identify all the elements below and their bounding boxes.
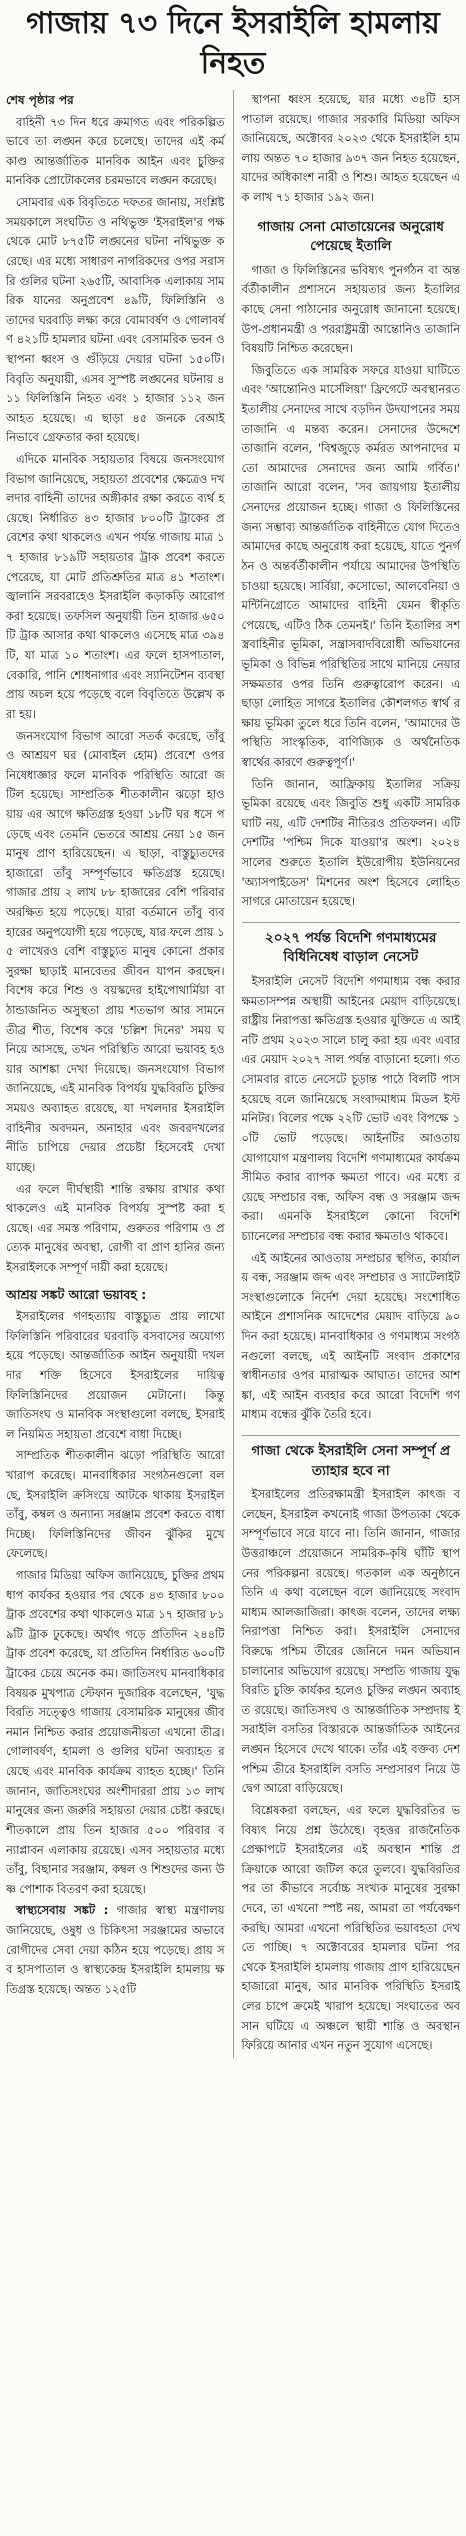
paragraph: বাহিনী ৭৩ দিন ধরে ক্রমাগত এবং পরিকল্পিতভাবে তা লঙ্ঘন করে চলেছে। তাদের এই কর্মকাণ্ড আন্তর্জাতিক মানবিক আইন এবং চুক্তির মানবিক প্রোটোকলের চরমভাবে লঙ্ঘন করেছে। <box>6 114 225 188</box>
headline: গাজায় ৭৩ দিনে ইসরাইলি হামলায় নিহত <box>26 6 440 81</box>
paragraph: ইসরাইলি নেসেট বিদেশি গণমাধ্যম বন্ধ করার ক্ষমতাসম্পন্ন অস্থায়ী আইনের মেয়াদ বাড়িয়েছে। রাষ্ট্রীয় নিরাপত্তা ক্ষতিগ্রস্ত হওয়ার যুক্তিতে এ আইনটি প্রথম ২০২৩ সালে চালু করা হয় এবং এবার এর মেয়াদ ২০২৭ সাল পর্যন্ত বাড়ানো হলো। গত সোমবার রাতে নেসেটে চূড়ান্ত পাঠে বিলটি পাস হয়েছে বলে জানিয়েছে সংবাদমাধ্যম মিডল ইস্ট মনিটর। বিলের পক্ষে ২২টি ভোট এবং বিপক্ষে ১০টি ভোট পড়েছে। আইনটির আওতায় যোগাযোগ মন্ত্রণালয় বিদেশি গণমাধ্যমের কার্যক্রম সীমিত করার ব্যাপক ক্ষমতা পাবে। এর মধ্যে রয়েছে সম্প্রচার বন্ধ, অফিস বন্ধ ও সরঞ্জাম জব্দ করা। এমনকি ইসরাইলে কোনো বিদেশি চ্যানেলের সম্প্রচার বন্ধ করার ক্ষমতাও থাকবে। <box>241 974 461 1243</box>
paragraph: জিবুতিতে এক সামরিক সফরে যাওয়া ঘাটিতে এবং 'আন্তোনিও মার্সেলিয়া' ফ্রিগেটে অবস্থানরত ইতালীয় সেনাদের সাথে বড়দিন উদযাপনের সময় তাজানি এ মন্তব্য করেন। সেনাদের উদ্দেশে তাজানি বলেন, 'বিশ্বজুড়ে কর্মরত আপনাদের মতো আমাদের সেনাদের জন্য আমি গর্বিত।' তাজানি আরো বলেন, 'সব জায়গায় ইতালীয় সেনাদের প্রয়োজন হচ্ছে। গাজা ও ফিলিস্তিনের জন্য সম্ভাব্য আন্তর্জাতিক বাহিনীতে যোগ দিতেও আমাদের কাছে অনুরোধ করা হয়েছে, যাতে পুনর্গঠন ও অন্তর্বর্তীকালীন পর্যায়ে আমাদের উপস্থিতি চাওয়া হয়েছে। সার্বিয়া, কসোভো, আলবেনিয়া ও মন্টিনিগ্রোতে আমাদের বাহিনী যেমন স্বীকৃতি পেয়েছে, এটিও ঠিক তেমনই।' তিনি ইতালির সশস্ত্রবাহিনীর ভূমিকা, সন্ত্রাসবাদবিরোধী অভিযানের ভূমিকা ও বিভিন্ন পরিস্থিতির সাথে মানিয়ে নেয়ার সক্ষমতার ওপর তিনি গুরুত্বারোপ করেন। এ ছাড়া লোহিত সাগরে ইতালির কৌশলগত স্বার্থ রক্ষায় ভূমিকা তুলে ধরে তিনি বলেন, 'আমাদের উপস্থিতি সাংস্কৃতিক, বাণিজ্যিক ও অর্থনৈতিক স্বার্থের কারণে গুরুত্বপূর্ণ।' <box>241 362 461 770</box>
paragraph: এর ফলে দীর্ঘস্থায়ী শান্তি রক্ষায় রাখার কথা থাকলেও এই মানবিক বিপর্যয় সুস্পষ্ট করা হয়েছে। এর সমস্ত পরিণাম, গুরুতর পরিণাম ও প্রত্যেক মানুষের অবস্থা, রোগী বা প্রাণ হানির জন্য ইসরাইলকে সম্পূর্ণ দায়ী করা হয়েছে। <box>6 1181 225 1274</box>
paragraph: সাম্প্রতিক শীতকালীন ঝড়ো পরিস্থিতি আরো খারাপ করেছে। মানবাধিকার সংগঠনগুলো বলছে, ইসরাইলি ক্রসিংয়ে আটকে থাকায় ইসরাইল তাঁবু, কম্বল ও অন্যান্য সরঞ্জাম প্রবেশ করতে বাধা দিচ্ছে। ফিলিস্তিনিদের জীবন ঝুঁকির মুখে ফেলেছে। <box>6 1448 225 1561</box>
paragraph: সোমবার এক বিবৃতিতে দফতর জানায়, সংশ্লিষ্ট সময়কালে সংঘটিত ও নথিভুক্ত 'ইসরাইল'র পক্ষ থেকে মোট ৮৭৫টি লঙ্ঘনের ঘটনা নথিভুক্ত করেছে। এর মধ্যে সাধারণ নাগরিকদের ওপর সরাসরি গুলির ঘটনা ২৬৫টি, আবাসিক এলাকায় সামরিক যানের অনুপ্রবেশ ৪৯টি, ফিলিস্তিনি ও তাদের ঘরবাড়ি লক্ষ্য করে বোমাবর্ষণ ও গোলাবর্ষণ ৪২১টি হামলার ঘটনা এবং বেসামরিক ভবন ও স্থাপনা ধ্বংস ও গুঁড়িয়ে দেয়ার ঘটনা ১৫০টি। বিবৃতি অনুযায়ী, এসব সুস্পষ্ট লঙ্ঘনের ঘটনায় ৪১১ ফিলিস্তিনি নিহত এবং ১ হাজার ১১২ জন আহত হয়েছে। এ ছাড়া ৪৫ জনকে বেআইনিভাবে গ্রেফতার করা হয়েছে। <box>6 195 225 445</box>
subheading-italy-troops: গাজায় সেনা মোতায়েনের অনুরোধ পেয়েছে ইতালি <box>257 218 444 255</box>
column-divider <box>233 90 234 2058</box>
paragraph: তিনি জানান, আফ্রিকায় ইতালির সক্রিয় ভূমিকা রয়েছে এবং জিবুতি শুধু একটি সামরিক ঘাটি নয়, এটি দেশটির নীতিরও প্রতিফলন। এটি দেশটির 'পশ্চিম দিকে যাওয়া'র অংশ। ২০২৪ সালের শুরুতে ইতালি ইউরোপীয় ইউনিয়নের 'অ্যাসপাইডেস' মিশনের অংশ হিসেবে লোহিত সাগরে মোতায়েন হয়েছে। <box>241 776 461 909</box>
paragraph-health-crisis <box>6 1901 225 1999</box>
paragraph-text: গাজার স্বাস্থ্য মন্ত্রণালয় জানিয়েছে, ওষুধ ও চিকিৎসা সরঞ্জামের অভাবে রোগীদের সেবা দেয়া কঠিন হয়ে পড়েছে। প্রায় সব হাসপাতাল ও স্বাস্থ্যকেন্দ্র ইসরাইলি হামলায় ক্ষতিগ্রস্ত হয়েছে। অন্তত ১২৫টি <box>6 1903 225 1996</box>
left-column <box>6 90 225 2058</box>
paragraph: জনসংযোগ বিভাগ আরো সতর্ক করেছে, তাঁবু ও আশ্রয়ণ ঘর (মোবাইল হোম) প্রবেশে ওপর নিষেধাজ্ঞার ফলে মানবিক পরিস্থিতি আরো জটিল হয়েছে। সাম্প্রতিক শীতকালীন ঝড়ো হাওয়ায় এর আগে ক্ষতিগ্রস্ত হওয়া ১৮টি ঘর ধসে পড়েছে এবং তেমনি ভেতরে আশ্রয় নেয়া ১৫ জন মানুষ প্রাণ হারিয়েছেন। এ ছাড়া, বাস্তুচ্যুতদের হাজারো তাঁবু সম্পূর্ণভাবে ক্ষতিগ্রস্ত হয়েছে। গাজার প্রায় ২ লাখ ৮৮ হাজারের বেশি পরিবার অরক্ষিত হয়ে পড়েছে। যারা বর্তমানে তাঁবু ব্যবহারের অনুপযোগী হয়ে পড়েছে, যার ফলে প্রায় ১৫ লাখেরও বেশি বাস্তুচ্যুত মানুষ কোনো প্রকার সুরক্ষা ছাড়াই মানবেতর জীবন যাপন করছেন। বিশেষ করে শিশু ও বয়স্কদের হাইপোথার্মিয়া বা ঠান্ডাজনিত অসুস্থতা প্রায় শতভাগ আর সামনে তীব্র শীত, বিশেষ করে 'চল্লিশ দিনের' সময় ঘনিয়ে আসছে, তখন পরিস্থিতি আরো ভয়াবহ হওয়ার আশঙ্কা দেখা দিয়েছে। জনসংযোগ বিভাগ জানিয়েছে, এই মানবিক বিপর্যয় যুদ্ধবিরতি চুক্তির সময়ও অব্যাহত রয়েছে, যা দখলদার ইসরাইলি বাহিনীর অবদমন, অনাহার এবং জবরদখলের নীতি চাপিয়ে দেয়ার প্রচেষ্টা হিসেবেই দেখা যাচ্ছে। <box>6 728 225 1174</box>
paragraph: বিশ্লেষকরা বলছেন, এর ফলে যুদ্ধবিরতির ভবিষ্যৎ নিয়ে প্রশ্ন উঠেছে। বৃহত্তর রাজনৈতিক প্রেক্ষাপটে ইসরাইলের এই অবস্থান শান্তি প্রক্রিয়াকে আরো জটিল করে তুলবে। যুদ্ধবিরতির পর তা কীভাবে সর্বোচ্চ সংখ্যক মানুষের সুরক্ষা দেবে, তা এখনো স্পষ্ট নয়, আমরা তা পর্যবেক্ষণ করছি। আমরা এখনো পরিস্থিতির ভয়াবহতা দেখতে পাচ্ছি। ৭ অক্টোবরের হামলার ঘটনা পর থেকে ইসরাইলি হামলায় গাজায় প্রাণ হারিয়েছেন হাজারো মানুষ, আর মানবিক পরিস্থিতি ইসরাইলের চাপে ক্রমেই খারাপ হয়েছে। সংঘাতের অবসান ঘটিয়ে এ অঞ্চলে স্থায়ী শান্তি ও অবস্থান ফিরিয়ে আনার এখন নতুন সুযোগ এসেছে। <box>241 1802 461 2053</box>
paragraph: ইসরাইলের গণহত্যায় বাস্তুচ্যুত প্রায় লাখো ফিলিস্তিনি পরিবারের ঘরবাড়ি বসবাসের অযোগ্য হয়ে পড়েছে। আন্তর্জাতিক আইন অনুযায়ী দখলদার শক্তি হিসেবে ইসরাইলের দায়িত্ব ফিলিস্তিনিদের প্রয়োজন মেটানো। কিন্তু জাতিসংঘ ও মানবিক সংস্থাগুলো বলছে, ইসরাইল নিয়মিত সহায়তা প্রবেশে বাধা দিচ্ছে। <box>6 1309 225 1441</box>
right-column <box>242 90 461 2058</box>
paragraph: এদিকে মানবিক সহায়তার বিষয়ে জনসংযোগ বিভাগ জানিয়েছে, সহায়তা প্রবেশের ক্ষেত্রেও দখলদার বাহিনী তাদের অঙ্গীকার রক্ষা করতে ব্যর্থ হয়েছে। নির্ধারিত ৪৩ হাজার ৮০০টি ট্রাকের প্রবেশের কথা থাকলেও এখন পর্যন্ত গাজায় মাত্র ১৭ হাজার ৮১৯টি সহায়তার ট্রাক প্রবেশ করতে পেরেছে, যা মোট প্রতিশ্রুতির মাত্র ৪১ শতাংশ। জ্বালানি সরবরাহেও ইসরাইলি কড়াকড়ি আরোপ করা হয়েছে। তফসিল অনুযায়ী তিন হাজার ৬৫০টি ট্রাক আসার কথা থাকলেও এসেছে মাত্র ৩৯৪টি, যা মাত্র ১০ শতাংশ। এর ফলে হাসপাতাল, বেকারি, পানি শোধনাগার এবং স্যানিটেশন ব্যবস্থা প্রায় অচল হয়ে পড়েছে বলে বিবৃতিতে উল্লেখ করা হয়। <box>6 451 225 721</box>
subheading-troop-withdrawal: গাজা থেকে ইসরাইলি সেনা সম্পূর্ণ প্রত্যাহার হবে না <box>242 1435 461 1481</box>
paragraph: স্থাপনা ধ্বংস হয়েছে, যার মধ্যে ৩৪টি হাসপাতাল রয়েছে। গাজার সরকারি মিডিয়া অফিস জানিয়েছে, অক্টোবর ২০২৩ থেকে ইসরাইলি হামলায় অন্তত ৭০ হাজার ৯৩৭ জন নিহত হয়েছেন, যাদের অধিকাংশ নারী ও শিশু। আহত হয়েছেন এক লাখ ৭১ হাজার ১৯২ জন। <box>241 92 461 205</box>
article-columns <box>6 90 460 2058</box>
continued-from-label: শেষ পৃষ্ঠার পর <box>6 93 74 107</box>
subheading-knesset-media: ২০২৭ পর্যন্ত বিদেশি গণমাধ্যমের বিধিনিষেধ বাড়াল নেসেট <box>242 922 461 968</box>
paragraph: গাজা ও ফিলিস্তিনের ভবিষ্যৎ পুনর্গঠন বা অন্তর্বর্তীকালীন প্রশাসনে সহায়তার জন্য ইতালির কাছে সেনা পাঠানোর অনুরোধ জানানো হয়েছে। উপ-প্রধানমন্ত্রী ও পররাষ্ট্রমন্ত্রী আন্তোনিও তাজানি বিষয়টি নিশ্চিত করেছেন। <box>241 262 461 356</box>
paragraph: এই আইনের আওতায় সম্প্রচার স্থগিত, কার্যালয় বন্ধ, সরঞ্জাম জব্দ এবং সম্প্রচার ও স্যাটেলাইট সংস্থাগুলোকে নির্দেশ দেয়া হয়েছে। সংশোধিত আইনে প্রশাসনিক আদেশের মেয়াদ বাড়িয়ে ৯০ দিন করা হয়েছে। মানবাধিকার ও গণমাধ্যম সংগঠনগুলো বলছে, এই আইনটি সংবাদ প্রকাশের স্বাধীনতার ওপর মারাত্মক আঘাত। তাদের আশঙ্কা, এই আইন ব্যবহার করে আরো বিদেশি গণমাধ্যম বন্ধের ঝুঁকি তৈরি হবে। <box>241 1250 461 1422</box>
inline-subheading-health: স্বাস্থ্যসেবায় সঙ্কট : <box>16 1903 109 1918</box>
paragraph: গাজার মিডিয়া অফিস জানিয়েছে, চুক্তির প্রথম ধাপ কার্যকর হওয়ার পর থেকে ৪৩ হাজার ৮০০ ট্রাক প্রবেশের কথা থাকলেও মাত্র ১৭ হাজার ৮১৯টি ট্রাক ঢুকেছে। অর্থাৎ গড়ে প্রতিদিন ২৪৪টি ট্রাক প্রবেশ করেছে, যা প্রতিদিন নির্ধারিত ৬০০টি ট্রাকের চেয়ে অনেক কম। জাতিসংঘ মানবাধিকার বিষয়ক মুখপাত্র স্টেফান দুজারিক বলেছেন, 'যুদ্ধবিরতি সত্ত্বেও গাজায় বেসামরিক মানুষের জীবনমান নিশ্চিত করার প্রয়োজনীয়তা এখনো তীব্র। গোলাবর্ষণ, হামলা ও গুলির ঘটনা অব্যাহত রয়েছে এবং মানবিক কার্যক্রম ব্যাহত হচ্ছে।' তিনি জানান, জাতিসংঘের অংশীদাররা প্রায় ১৩ লাখ মানুষের জন্য জরুরি সহায়তা দেয়ার চেষ্টা করছে। শীতকালে প্রায় তিন হাজার ৫০০ পরিবার বন্যাপ্লাবন এলাকায় রয়েছে। এসব সহায়তার মধ্যে তাঁবু, বিছানার সরঞ্জাম, কম্বল ও শিশুদের জন্য উষ্ণ পোশাক বিতরণ করা হয়েছে। <box>6 1568 225 1896</box>
paragraph: ইসরাইলের প্রতিরক্ষামন্ত্রী ইসরাইল কাৎজ বলেছেন, ইসরাইল কখনোই গাজা উপত্যকা থেকে সম্পূর্ণভাবে সরে যাবে না। তিনি জানান, গাজার উত্তরাঞ্চলে প্রয়োজনে সামরিক-কৃষি ঘাঁটি স্থাপনের পরিকল্পনা রয়েছে। গতকাল এক অনুষ্ঠানে তিনি এ কথা বলেছেন বলে জানিয়েছে সংবাদমাধ্যম আলজাজিরা। কাৎজ বলেন, তাদের লক্ষ্য নিরাপত্তা নিশ্চিত করা। ইসরাইলি সেনাদের বিরুদ্ধে পশ্চিম তীরের জেনিনে দমন অভিযান চালানোর অভিযোগ রয়েছে। সম্প্রতি গাজায় যুদ্ধবিরতি চুক্তি কার্যকর হলেও চুক্তির লঙ্ঘন অব্যাহত রয়েছে। জাতিসংঘ ও আন্তর্জাতিক সম্প্রদায় ইসরাইলি বসতির বিস্তারকে আন্তর্জাতিক আইনের লঙ্ঘন হিসেবে দেখে থাকে। তাঁর এই বক্তব্য দেশ পশ্চিম তীরে ইসরাইলি বসতি সম্প্রসারণ নিয়ে উদ্বেগ আরো বাড়িয়েছে। <box>241 1487 461 1796</box>
subheading-shelter-crisis: আশ্রয় সঙ্কট আরো ভয়াবহ : <box>6 1286 147 1302</box>
